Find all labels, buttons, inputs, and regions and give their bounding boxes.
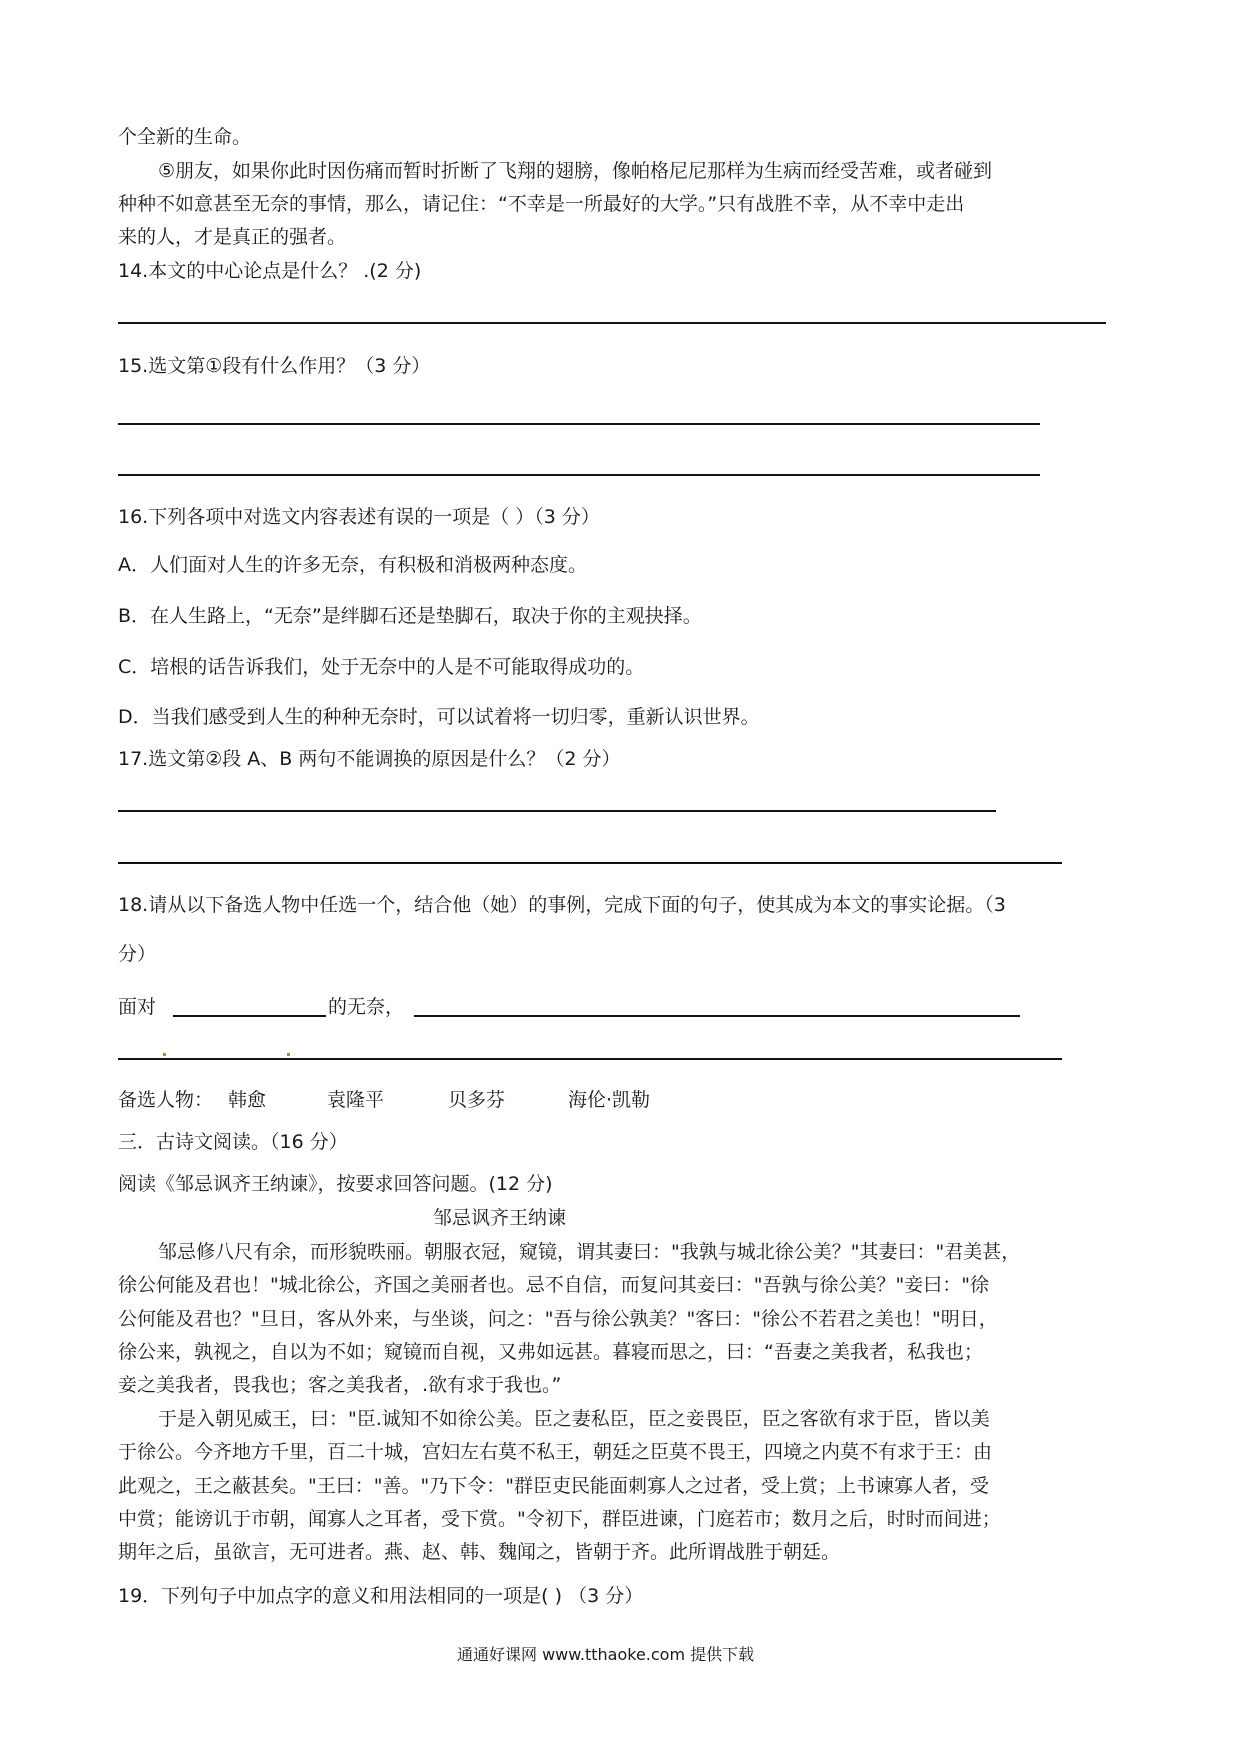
option-a: A．人们面对人生的许多无奈，有积极和消极两种态度。 — [118, 554, 587, 576]
option-b: B．在人生路上，“无奈”是绊脚石还是垫脚石，取决于你的主观抉择。 — [118, 605, 702, 627]
section-heading: 三．古诗文阅读。（16 分） — [118, 1131, 348, 1153]
answer-line — [118, 1058, 1062, 1060]
answer-line — [118, 810, 996, 812]
classical-line: 于是入朝见威王，曰："臣.诚知不如徐公美。臣之妻私臣，臣之妾畏臣，臣之客欲有求于臣，皆以美 — [158, 1408, 990, 1430]
classical-line: 期年之后，虽欲言，无可进者。燕、赵、韩、魏闻之，皆朝于齐。此所谓战胜于朝廷。 — [118, 1541, 841, 1563]
passage-paragraph-5: ⑤朋友，如果你此时因伤痛而暂时折断了飞翔的翅膀，像帕格尼尼那样为生病而经受苦难，或者碰到 — [158, 160, 993, 182]
answer-line — [118, 423, 1040, 425]
classical-line: 公何能及君也？"旦日，客从外来，与坐谈，问之："吾与徐公孰美？"客曰："徐公不若君之美也！"明日， — [118, 1308, 998, 1330]
page-footer: 通通好课网 www.tthaoke.com 提供下载 — [457, 1645, 755, 1664]
fill-blank-line — [414, 1015, 1020, 1017]
section-intro: 阅读《邹忌讽齐王纳谏》，按要求回答问题。(12 分) — [118, 1173, 553, 1195]
classical-line: 妾之美我者，畏我也；客之美我者，.欲有求于我也。” — [118, 1374, 562, 1396]
classical-title: 邹忌讽齐王纳谏 — [433, 1207, 567, 1229]
candidate: 韩愈 — [228, 1089, 267, 1111]
fill-face: 面对 — [118, 996, 157, 1018]
candidate: 海伦·凯勒 — [568, 1089, 651, 1111]
option-c: C．培根的话告诉我们，处于无奈中的人是不可能取得成功的。 — [118, 656, 645, 678]
option-d: D．当我们感受到人生的种种无奈时，可以试着将一切归零，重新认识世界。 — [118, 706, 760, 728]
classical-line: 此观之，王之蔽甚矣。"王曰："善。"乃下令："群臣吏民能面刺寡人之过者，受上赏；上书谏寡人者，受 — [118, 1475, 989, 1497]
candidate: 贝多芬 — [448, 1089, 506, 1111]
answer-line — [118, 474, 1040, 476]
question-15: 15.选文第①段有什么作用？（3 分） — [118, 355, 431, 377]
answer-line — [118, 862, 1062, 864]
question-18: 18.请从以下备选人物中任选一个，结合他（她）的事例，完成下面的句子，使其成为本文的事实论据。（3 — [118, 894, 1006, 916]
question-18-cont: 分） — [118, 943, 157, 965]
question-16: 16.下列各项中对选文内容表述有误的一项是（ ）（3 分） — [118, 506, 600, 528]
question-14: 14.本文的中心论点是什么？ .(2 分) — [118, 260, 422, 282]
question-17: 17.选文第②段 A、B 两句不能调换的原因是什么？（2 分） — [118, 748, 621, 770]
passage-line: 个全新的生命。 — [118, 126, 252, 148]
passage-line: 种种不如意甚至无奈的事情，那么，请记住：“不幸是一所最好的大学。”只有战胜不幸，从不幸中走出 — [118, 193, 965, 215]
candidate: 袁隆平 — [327, 1089, 385, 1111]
fill-mid: 的无奈， — [328, 996, 405, 1018]
classical-line: 于徐公。今齐地方千里，百二十城，宫妇左右莫不私王，朝廷之臣莫不畏王，四境之内莫不有求于王：由 — [118, 1441, 993, 1463]
passage-line: 来的人，才是真正的强者。 — [118, 226, 347, 248]
fill-blank-person — [173, 1015, 326, 1017]
classical-line: 徐公何能及君也！"城北徐公，齐国之美丽者也。忌不自信，而复问其妾曰："吾孰与徐公美？"妾曰："徐 — [118, 1274, 989, 1296]
answer-line — [118, 322, 1106, 324]
classical-line: 徐公来，孰视之，自以为不如；窥镜而自视，又弗如远甚。暮寝而思之，曰：“吾妻之美我者，私我也； — [118, 1341, 983, 1363]
question-19: 19．下列句子中加点字的意义和用法相同的一项是( ) （3 分） — [118, 1585, 644, 1607]
classical-line: 邹忌修八尺有余，而形貌昳丽。朝服衣冠，窥镜，谓其妻曰："我孰与城北徐公美？"其妻曰："君美甚， — [158, 1241, 1021, 1263]
candidates-label: 备选人物： — [118, 1089, 214, 1111]
classical-line: 中赏；能谤讥于市朝，闻寡人之耳者，受下赏。"令初下，群臣进谏，门庭若市；数月之后，时时而间进； — [118, 1508, 1001, 1530]
